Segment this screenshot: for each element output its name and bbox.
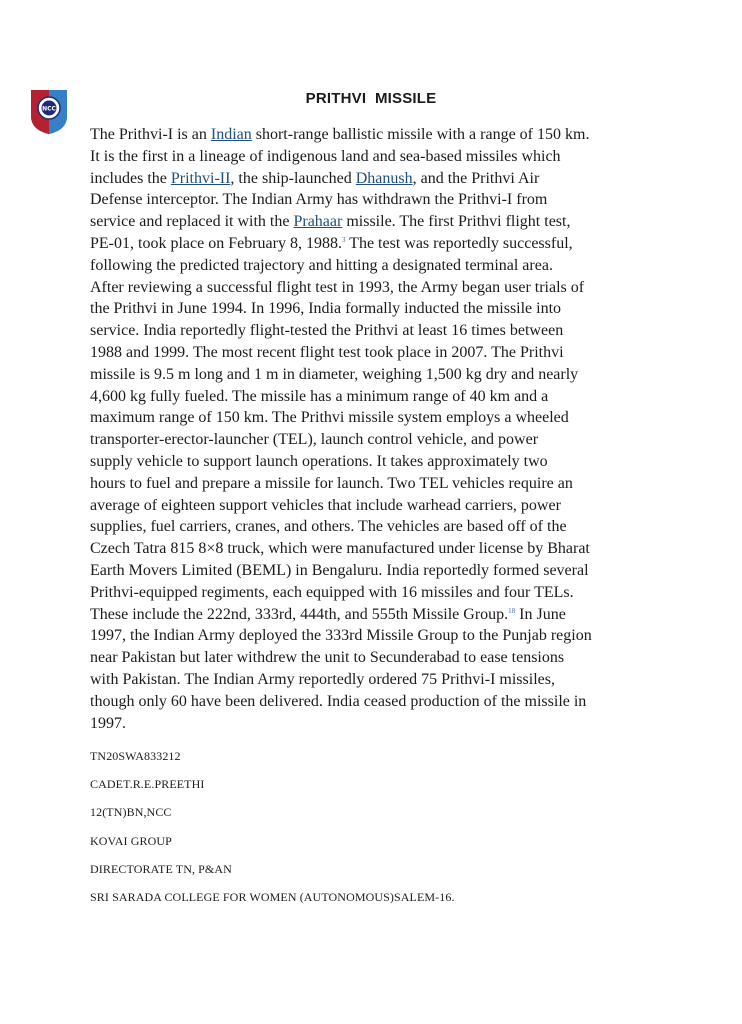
- text-run: near Pakistan but later withdrew the unit to Secunderabad to ease tensions: [90, 649, 565, 667]
- article-line: [90, 146, 690, 168]
- text-run: 1997, the Indian Army deployed the 333rd Missile Group to the Punjab region: [90, 627, 592, 645]
- article-line: [90, 495, 690, 517]
- link-dhanush[interactable]: Dhanush: [355, 169, 413, 187]
- text-run: maximum range of 150 km. The Prithvi missile system employs a wheeled: [90, 409, 569, 427]
- article-line: [90, 364, 690, 386]
- article-line: [90, 604, 690, 626]
- article-line: [90, 298, 690, 320]
- text-run: with Pakistan. The Indian Army reportedly ordered 75 Prithvi-I missiles,: [90, 670, 555, 688]
- text-run: 1988 and 1999. The most recent flight test took place in 2007. The Prithvi: [90, 343, 564, 361]
- text-run: , and the Prithvi Air: [412, 169, 540, 187]
- article-line: [90, 451, 690, 473]
- article-line: [90, 538, 690, 560]
- text-run: In June: [515, 605, 566, 623]
- text-run: transporter-erector-launcher (TEL), launch control vehicle, and power: [90, 431, 539, 449]
- article-line: [90, 189, 690, 211]
- text-run: the Prithvi in June 1994. In 1996, India formally inducted the missile into: [90, 300, 562, 318]
- text-run: These include the 222nd, 333rd, 444th, and 555th Missile Group.: [90, 605, 509, 623]
- article-body: [90, 124, 690, 734]
- text-run: average of eighteen support vehicles that include warhead carriers, power: [90, 496, 561, 514]
- signature-block: [90, 749, 455, 918]
- text-run: Czech Tatra 815 8×8 truck, which were manufactured under license by Bharat: [90, 540, 590, 558]
- signature-line: KOVAI GROUP: [90, 833, 172, 848]
- article-line: [90, 386, 690, 408]
- signature-line: SRI SARADA COLLEGE FOR WOMEN (AUTONOMOUS)SALEM-16.: [90, 889, 455, 904]
- text-run: The test was reportedly successful,: [345, 234, 573, 252]
- article-line: [90, 669, 690, 691]
- citation-3[interactable]: 3: [341, 235, 346, 244]
- text-run: Prithvi-equipped regiments, each equipped with 16 missiles and four TELs.: [90, 583, 574, 601]
- text-run: following the predicted trajectory and hitting a designated terminal area.: [90, 256, 553, 274]
- article-line: [90, 277, 690, 299]
- logo-inner-text: NCC: [42, 105, 56, 113]
- text-run: missile. The first Prithvi flight test,: [342, 213, 571, 231]
- article-line: [90, 320, 690, 342]
- article-line: [90, 407, 690, 429]
- citation-18[interactable]: 18: [508, 606, 516, 615]
- text-run: 1997.: [90, 714, 126, 732]
- text-run: PE-01, took place on February 8, 1988.: [90, 234, 342, 252]
- text-run: missile is 9.5 m long and 1 m in diameter, weighing 1,500 kg dry and nearly: [90, 365, 579, 383]
- text-run: short-range ballistic missile with a range of 150 km.: [251, 126, 590, 143]
- signature-line: CADET.R.E.PREETHI: [90, 777, 205, 792]
- text-run: hours to fuel and prepare a missile for launch. Two TEL vehicles require an: [90, 474, 573, 492]
- text-run: though only 60 have been delivered. India ceased production of the missile in: [90, 692, 587, 710]
- link-prahaar[interactable]: Prahaar: [293, 213, 343, 231]
- article-line: [90, 691, 690, 713]
- text-run: Earth Movers Limited (BEML) in Bengaluru. India reportedly formed several: [90, 561, 589, 579]
- text-run: service. India reportedly flight-tested the Prithvi at least 16 times between: [90, 322, 564, 340]
- text-run: , the ship-launched: [230, 169, 356, 187]
- signature-line: 12(TN)BN,NCC: [90, 805, 172, 820]
- text-run: includes the: [90, 169, 171, 187]
- article-line: [90, 429, 690, 451]
- link-indian[interactable]: Indian: [210, 126, 252, 143]
- article-line: [90, 625, 690, 647]
- text-run: supplies, fuel carriers, cranes, and others. The vehicles are based off of the: [90, 518, 567, 536]
- text-run: The Prithvi-I is an: [90, 126, 211, 143]
- article-line: [90, 211, 690, 233]
- text-run: service and replaced it with the: [90, 213, 294, 231]
- article-line: [90, 255, 690, 277]
- article-line: [90, 342, 690, 364]
- article-line: [90, 473, 690, 495]
- text-run: 4,600 kg fully fueled. The missile has a minimum range of 40 km and a: [90, 387, 549, 405]
- article-line: [90, 233, 690, 255]
- text-run: Defense interceptor. The Indian Army has withdrawn the Prithvi-I from: [90, 191, 548, 209]
- text-run: After reviewing a successful flight test in 1993, the Army began user trials of: [90, 278, 585, 296]
- text-run: supply vehicle to support launch operations. It takes approximately two: [90, 452, 548, 470]
- article-line: [90, 124, 690, 146]
- article-line: [90, 713, 690, 735]
- article-line: [90, 168, 690, 190]
- article-line: [90, 647, 690, 669]
- article-line: [90, 582, 690, 604]
- signature-line: TN20SWA833212: [90, 749, 181, 763]
- article-line: [90, 560, 690, 582]
- page-title: PRITHVI MISSILE: [305, 90, 437, 107]
- link-prithvi-ii[interactable]: Prithvi-II: [170, 169, 231, 187]
- signature-line: DIRECTORATE TN, P&AN: [90, 861, 232, 876]
- article-line: [90, 516, 690, 538]
- text-run: It is the first in a lineage of indigenous land and sea-based missiles which: [90, 147, 561, 165]
